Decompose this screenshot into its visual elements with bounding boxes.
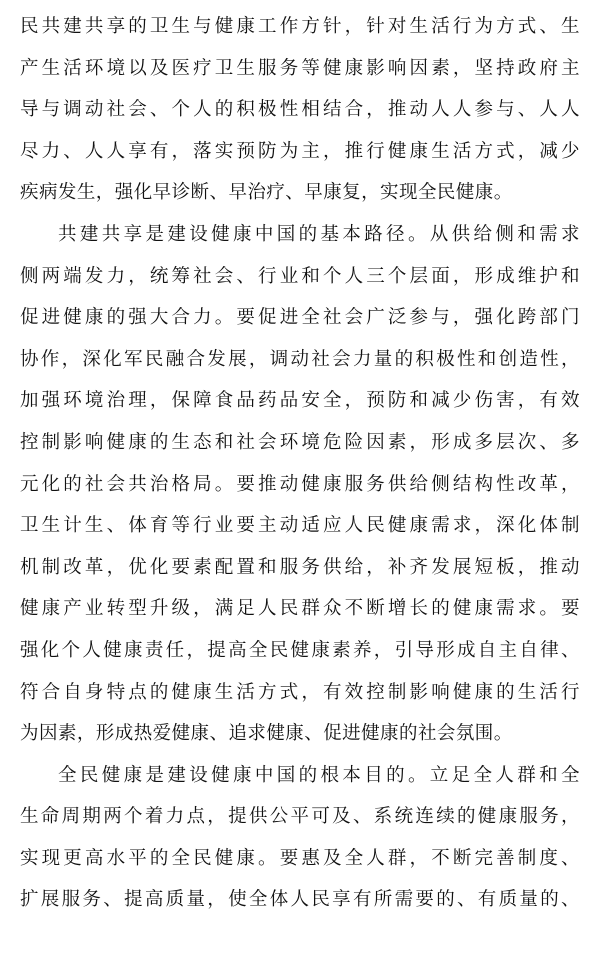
- text-line: 元化的社会共治格局。要推动健康服务供给侧结构性改革，: [20, 473, 580, 495]
- text-line: 疾病发生，强化早诊断、早治疗、早康复，实现全民健康。: [20, 182, 513, 204]
- text-line: 协作，深化军民融合发展，调动社会力量的积极性和创造性，: [20, 348, 580, 370]
- text-line: 卫生计生、体育等行业要主动适应人民健康需求，深化体制: [20, 515, 580, 537]
- text-line: 侧两端发力，统筹社会、行业和个人三个层面，形成维护和: [20, 265, 580, 287]
- paragraph-2: [20, 214, 580, 755]
- text-line: 机制改革，优化要素配置和服务供给，补齐发展短板，推动: [20, 556, 580, 578]
- text-line: 加强环境治理，保障食品药品安全，预防和减少伤害，有效: [20, 390, 580, 412]
- text-line: 产生活环境以及医疗卫生服务等健康影响因素，坚持政府主: [20, 57, 580, 79]
- text-line: 促进健康的强大合力。要促进全社会广泛参与，强化跨部门: [20, 307, 580, 329]
- text-line: 生命周期两个着力点，提供公平可及、系统连续的健康服务，: [20, 806, 580, 828]
- text-line: 强化个人健康责任，提高全民健康素养，引导形成自主自律、: [20, 639, 580, 661]
- text-line: 民共建共享的卫生与健康工作方针，针对生活行为方式、生: [20, 16, 580, 37]
- text-line: 全民健康是建设健康中国的根本目的。立足全人群和全: [58, 764, 580, 786]
- text-line: 控制影响健康的生态和社会环境危险因素，形成多层次、多: [20, 431, 580, 453]
- paragraph-3: [20, 755, 580, 921]
- text-line: 扩展服务、提高质量，使全体人民享有所需要的、有质量的、: [20, 889, 580, 911]
- text-line: 共建共享是建设健康中国的基本路径。从供给侧和需求: [58, 223, 580, 245]
- text-line: 为因素，形成热爱健康、追求健康、促进健康的社会氛围。: [20, 723, 513, 745]
- text-line: 实现更高水平的全民健康。要惠及全人群，不断完善制度、: [20, 847, 580, 869]
- text-line: 导与调动社会、个人的积极性相结合，推动人人参与、人人: [20, 99, 580, 121]
- text-line: 符合自身特点的健康生活方式，有效控制影响健康的生活行: [20, 681, 580, 703]
- text-line: 尽力、人人享有，落实预防为主，推行健康生活方式，减少: [20, 140, 580, 162]
- paragraph-1: [20, 6, 580, 214]
- text-line: 健康产业转型升级，满足人民群众不断增长的健康需求。要: [20, 598, 580, 620]
